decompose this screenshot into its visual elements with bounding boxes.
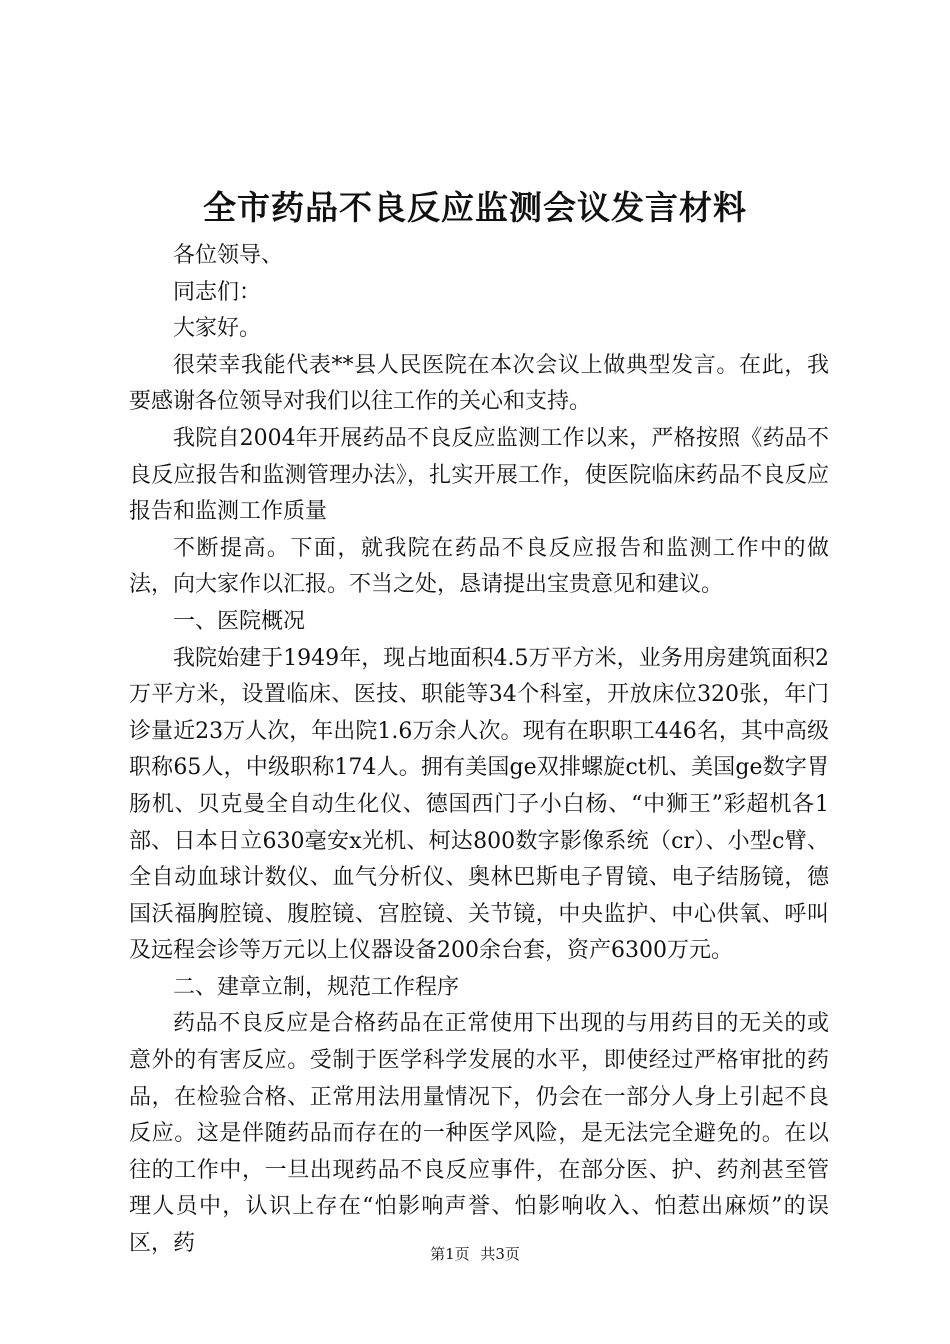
- salutation-leaders: 各位领导、: [173, 243, 284, 268]
- greeting: 大家好。: [173, 316, 262, 342]
- document-title: 全市药品不良反应监测会议发言材料: [203, 188, 747, 227]
- section-heading-regulations: 二、建章立制，规范工作程序: [173, 974, 460, 1000]
- page-total: 共3页: [480, 1245, 520, 1263]
- paragraph-intro: 很荣幸我能代表**县人民医院在本次会议上做典型发言。在此，我要感谢各位领导对我们以往工作的关心和支持。: [129, 352, 829, 415]
- paragraph-hospital-overview: 我院始建于1949年，现占地面积4.5万平方米，业务用房建筑面积2万平方米，设置临床、医技、职能等34个科室，开放床位320张，年门诊量近23万人次，年出院1.6万余人次。现有在职职工446名，其中高级职称65人，中级职称174人。拥有美国ge双排螺旋ct机、美国ge数字胃肠机、贝克曼全自动生化仪、德国西门子小白杨、“中狮王”彩超机各1部、日本日立630毫安x光机、柯达800数字影像系统（cr）、小型c臂、全自动血球计数仪、血气分析仪、奥林巴斯电子胃镜、电子结肠镜，德国沃福胸腔镜、腹腔镜、宫腔镜、关节镜，中央监护、中心供氧、呼叫及远程会诊等万元以上仪器设备200余台套，资产6300万元。: [129, 645, 829, 964]
- section-heading-hospital-overview: 一、医院概况: [173, 608, 306, 634]
- page-footer: [0, 1244, 950, 1264]
- salutation-comrades: 同志们：: [173, 279, 262, 305]
- paragraph-adverse-reaction: 药品不良反应是合格药品在正常使用下出现的与用药目的无关的或意外的有害反应。受制于医学科学发展的水平，即使经过严格审批的药品，在检验合格、正常用法用量情况下，仍会在一部分人身上引起不良反应。这是伴随药品而存在的一种医学风险，是无法完全避免的。在以往的工作中，一旦出现药品不良反应事件，在部分医、护、药剂甚至管理人员中，认识上存在“怕影响声誉、怕影响收入、怕惹出麻烦”的误区，药: [129, 1011, 829, 1257]
- paragraph-monitoring-start: 我院自2004年开展药品不良反应监测工作以来，严格按照《药品不良反应报告和监测管理办法》，扎实开展工作，使医院临床药品不良反应报告和监测工作质量: [129, 425, 829, 525]
- page-number: 第1页: [430, 1245, 470, 1263]
- paragraph-report-preface: 不断提高。下面，就我院在药品不良反应报告和监测工作中的做法，向大家作以汇报。不当之处，恳请提出宝贵意见和建议。: [129, 535, 829, 598]
- document-body: [129, 238, 829, 1263]
